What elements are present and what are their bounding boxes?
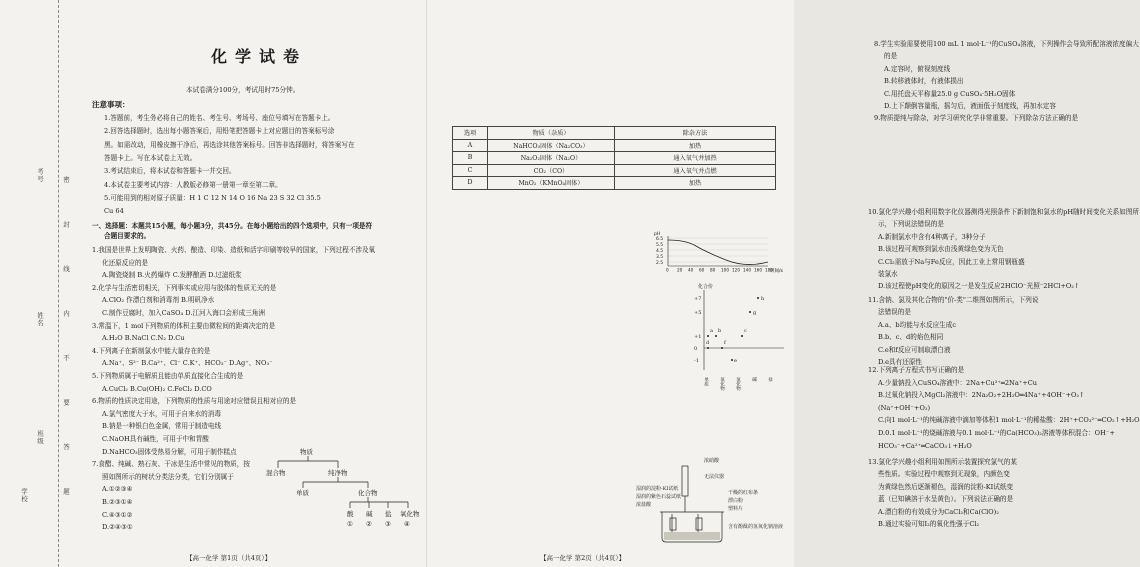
tree-element: 单质 <box>296 489 309 497</box>
q7-tree-diagram <box>248 448 428 543</box>
notes-heading: 注意事项： <box>92 100 130 109</box>
point <box>715 335 717 337</box>
point <box>707 335 709 337</box>
chart-ytick: 6.5 <box>656 237 664 242</box>
table-cell: D <box>453 177 488 190</box>
table-cell: A <box>453 139 488 152</box>
footer-page-2: 【高一化学 第2页（共4页）】 <box>540 554 626 562</box>
text-line: Cu 64 <box>104 207 124 216</box>
text-line: A.H₂O B.NaCl C.N₂ D.Cu <box>102 334 185 343</box>
text-line: 7.食醋、纯碱、熟石灰、干冰是生活中常见的物质，按 <box>92 460 250 469</box>
label-litmus-paper: 湿润的紫色石蕊试纸 <box>636 494 682 500</box>
text-line: A.少量钠投入CuSO₄溶液中：2Na+Cu²⁺═2Na⁺+Cu <box>878 378 1038 387</box>
text-line: B.b、c、d的焰色相同 <box>878 333 944 342</box>
point <box>707 347 709 349</box>
text-line: 4.下列离子在新制氯水中能大量存在的是 <box>92 346 211 355</box>
text-line: D.该过程使pH变化的原因之一是发生反应2HClO⁻光照⁻2HCl+O₂↑ <box>878 282 1080 291</box>
table-header-row <box>453 127 776 140</box>
point-label: b <box>718 328 722 334</box>
text-line: B.转移液体时，有液体损出 <box>884 77 964 86</box>
point-label: g <box>753 310 757 316</box>
chart-xtick: 40 <box>688 267 694 273</box>
point <box>757 297 759 299</box>
label-plastic: 塑料片 <box>728 506 744 512</box>
footer-page-1: 【高一化学 第1页（共4页）】 <box>186 554 272 562</box>
text-line: 1.答题前，考生务必将自己的姓名、考生号、考场号、座位号填写在答题卡上。 <box>104 114 335 122</box>
level: +5 <box>694 310 702 316</box>
chart-xtick: 60 <box>699 267 705 273</box>
table-cell: 通入氧气并点燃 <box>615 164 776 177</box>
table-cell: CO₂（CO） <box>488 164 615 177</box>
level: 0 <box>694 346 698 352</box>
text-line: 装氯水 <box>878 270 898 278</box>
section-1-heading-cont: 合题目要求的。 <box>104 232 151 240</box>
section-1-heading: 一、选择题：本题共15小题，每小题3分，共45分。在每小题给出的四个选项中，只有一项是符 <box>92 222 373 230</box>
tree-num-1: ① <box>347 520 353 528</box>
table-header-cell: 选项 <box>453 127 488 140</box>
tree-compound: 化合物 <box>358 489 378 497</box>
chart-xtick: 140 <box>743 267 751 273</box>
point-label: d <box>706 340 710 346</box>
table-cell: MnO₂（KMnO₄固体） <box>488 177 615 190</box>
tree-root: 物质 <box>300 448 313 456</box>
chart-y-label: 化合价 <box>698 284 714 290</box>
text-line: C.向1 mol·L⁻¹的纯碱溶液中滴加等体积1 mol·L⁻¹的稀盐酸：2H⁺+CO₃²⁻═CO₂↑+H₂O <box>878 416 1140 425</box>
text-line: 11.含钠、氯及其化合物的"价-类"二维图如图所示，下列说 <box>868 296 1039 304</box>
binding-line <box>58 0 59 567</box>
table-header-cell: 除杂方法 <box>615 127 776 140</box>
chart-y-unit: pH <box>654 232 661 237</box>
text-line: B.通过实验可知I₂的氧化性强于Cl₂ <box>878 520 980 528</box>
point-label: a <box>710 328 713 334</box>
text-line: D.上下颠倒容量瓶，摇匀后，液面低于刻度线，再加水定容 <box>884 102 1056 110</box>
text-line: 些性质。实验过程中观察到无现象，内颜色变 <box>878 470 1010 479</box>
text-line: HCO₃⁻+Ca²⁺═CaCO₃↓+H₂O <box>878 441 972 450</box>
text-line: 示，下列说法错误的是 <box>878 220 944 229</box>
text-line: D.NaHCO₃固体受热易分解，可用于制作糕点 <box>102 447 237 456</box>
label-instrument: 无法仪器 <box>704 474 725 480</box>
text-line: D.e具有还原性 <box>878 358 923 366</box>
text-line: 9.物质提纯与除杂，对学习研究化学非常重要。下列除杂方法正确的是 <box>874 114 1079 123</box>
label-ki-paper: 湿润的淀粉-KI试纸 <box>636 486 679 492</box>
point <box>749 311 751 313</box>
tree-oxide: 氧化物 <box>400 510 420 518</box>
text-line: (Na⁺+OH⁻+O₂) <box>878 403 931 412</box>
text-line: 5.可能用到的相对原子质量：H 1 C 12 N 14 O 16 Na 23 S 32 Cl 35.5 <box>104 193 321 202</box>
text-line: 的是 <box>884 52 898 61</box>
table-header-cell: 物质（杂质） <box>488 127 615 140</box>
text-line: 照如图所示的树状分类法分类，它们分别属于 <box>102 472 234 481</box>
tree-num-2: ② <box>366 520 372 528</box>
label-dry-cloth: 干燥的红布条 <box>728 490 759 496</box>
text-line: 3.常温下，1 mol下列物质的体积主要由微粒间的距离决定的是 <box>92 321 276 330</box>
text-line: A.Na⁺、S²⁻ B.Ca²⁺、Cl⁻ C.K⁺、HCO₃⁻ D.Ag⁺、NO₃⁻ <box>102 359 273 368</box>
text-line: C.用托盘天平称量25.0 g CuSO₄·5H₂O固体 <box>884 89 1016 98</box>
text-line: A.漂白粉的有效成分为CaCl₂和Ca(ClO)₂ <box>878 507 999 516</box>
text-line: 10.氯化学兴趣小组利用数字化仪器测得光照条件下新制饱和氯水的pH随时间变化关系如图所 <box>868 208 1140 216</box>
text-line: 化还原反应的是 <box>102 258 149 267</box>
chart-ytick: 3.5 <box>656 255 664 260</box>
chart-xtick: 180 <box>765 267 773 273</box>
level: +1 <box>694 334 702 340</box>
chart-ytick: 4.5 <box>656 249 664 254</box>
name-label: 姓名 <box>36 312 44 327</box>
text-line: B.钠是一种银白色金属，常用于制造电线 <box>102 422 222 431</box>
chart-ytick: 2.5 <box>656 261 664 266</box>
text-line: 蓝（已知碘溶于水呈黄色）。下列说法正确的是 <box>878 495 1014 504</box>
exam-number-label: 考号 <box>36 168 44 183</box>
tree-salt: 盐 <box>385 510 392 518</box>
table-cell: 通入氧气并加热 <box>615 152 776 165</box>
text-line: 6.物质的性质决定用途，下列物质的性质与用途对应错误且相对应的是 <box>92 397 297 406</box>
chart-x-cat: 盐 <box>767 377 773 382</box>
point <box>731 359 733 361</box>
text-line: C.④③①② <box>102 510 133 519</box>
text-line: D.0.1 mol·L⁻¹的烧碱溶液与0.1 mol·L⁻¹的Ca(HCO₃)₂溶液等体积混合：OH⁻+ <box>878 429 1115 437</box>
table-cell: Na₂O₂固体（Na₂O） <box>488 152 615 165</box>
q9-table <box>452 126 776 190</box>
text-line: C.Cl₂需放于Na与Fe反应，因此工业上常用钢瓶盛 <box>878 257 1025 266</box>
text-line: C.制作豆腐时，加入CaSO₄ D.江河入海口会形成三角洲 <box>102 309 265 317</box>
label-bleach: 漂白粉 <box>728 498 744 504</box>
chart-xtick: 100 <box>721 267 729 273</box>
label-hcl: 浓盐酸 <box>636 502 652 508</box>
text-line: 5.下列物质属于电解质且能由单质直接化合生成的是 <box>92 372 244 380</box>
text-line: 3.考试结束后，将本试卷和答题卡一并交回。 <box>104 167 236 176</box>
page-title: 化学试卷 <box>211 47 308 66</box>
q13-apparatus-diagram <box>636 452 792 548</box>
chart-ytick: 5.5 <box>656 243 664 248</box>
text-line: C.NaOH具有碱性，可用于中和胃酸 <box>102 435 209 443</box>
text-line: C.e和f反应可制取漂白液 <box>878 345 951 354</box>
chart-xtick: 80 <box>710 267 716 273</box>
tree-pure: 纯净物 <box>328 469 348 477</box>
point <box>741 335 743 337</box>
text-line: 2.化学与生活密切相关，下列事实或应用与胶体的性质无关的是 <box>92 283 277 292</box>
text-line: A.a、b均能与水反应生成c <box>878 320 957 329</box>
point-label: c <box>744 328 747 334</box>
text-line: D.②④③① <box>102 523 133 532</box>
label-conc-acid: 浓硝酸 <box>704 458 720 464</box>
chart-x-cat: 单质 <box>703 377 709 387</box>
page-1 <box>0 0 426 567</box>
text-line: 2.回答选择题时，选出每小题答案后，用铅笔把答题卡上对应题目的答案标号涂 <box>104 127 335 136</box>
text-line: A.CuCl₂ B.Cu(OH)₂ C.FeCl₂ D.CO <box>102 384 212 393</box>
table-cell: NaHCO₃固体（Na₂CO₃） <box>488 139 615 152</box>
text-line: A.ClO₂ 作漂白剂和消毒剂 B.明矾净水 <box>102 296 215 305</box>
text-line: A.新制氯水中含有4种离子，3种分子 <box>878 232 986 241</box>
table-cell: 加热 <box>615 177 776 190</box>
text-line: 8.学生实验需要使用100 mL 1 mol·L⁻¹的CuSO₄溶液，下列操作会导致所配溶液浓度偏大 <box>874 40 1139 48</box>
table-row <box>453 164 776 177</box>
point-label: e <box>734 358 737 364</box>
table-cell: C <box>453 164 488 177</box>
exam-info: 本试卷满分100分，考试用时75分钟。 <box>186 86 300 94</box>
q10-ph-chart <box>656 232 786 272</box>
text-line: 12.下列离子方程式书写正确的是 <box>868 366 965 374</box>
table-row <box>453 177 776 190</box>
point-label: h <box>761 296 765 302</box>
tree-base: 碱 <box>366 510 373 518</box>
chart-x-unit: 时间/s <box>770 269 783 274</box>
tree-mixture: 混合物 <box>266 469 286 477</box>
point-label: f <box>724 340 726 346</box>
text-line: A.氯气密度大于水，可用于自来水的消毒 <box>102 409 221 418</box>
table-row <box>453 139 776 152</box>
text-line: B.②③①④ <box>102 498 133 506</box>
text-line: B.该过程可观察到氯水由浅黄绿色变为无色 <box>878 245 1004 254</box>
label-naoh-solution: 含有酚酞的氢氧化钠溶液 <box>728 524 784 530</box>
chart-xtick: 160 <box>754 267 762 273</box>
text-line: 答题卡上。写在本试卷上无效。 <box>104 153 197 162</box>
tree-num-4: ④ <box>404 520 410 528</box>
tree-acid: 酸 <box>347 510 354 518</box>
table-cell: 加热 <box>615 139 776 152</box>
text-line: 法错误的是 <box>878 308 911 317</box>
class-label: 班级 <box>36 430 44 445</box>
chart-xtick: 0 <box>666 267 669 273</box>
table-row <box>453 152 776 165</box>
chart-line <box>668 240 768 265</box>
level: +7 <box>694 296 702 302</box>
chart-x-cat: 氢化物 <box>735 377 741 391</box>
text-line: 1.我国是世界上发明陶瓷、火药、酿造、印染、造纸和活字印刷等较早的国家，下列过程不涉及氧 <box>92 246 376 254</box>
chart-xtick: 20 <box>677 267 683 273</box>
text-line: A.定容时，俯视刻度线 <box>884 64 951 73</box>
tree-num-3: ③ <box>385 520 391 528</box>
chart-x-cat: 氧化物 <box>719 377 725 391</box>
table-cell: B <box>453 152 488 165</box>
school-label: 学校 <box>20 488 28 503</box>
point <box>721 347 723 349</box>
text-line: 为黄绿色然后逐渐褪色，湿润的淀粉-KI试纸变 <box>878 482 1014 491</box>
level: -1 <box>694 358 699 364</box>
text-line: 黑。如需改动，用橡皮擦干净后，再选涂其他答案标号。回答非选择题时，将答案写在 <box>104 140 355 149</box>
text-line: 4.本试卷主要考试内容：人教版必修第一册第一章至第二章。 <box>104 180 282 189</box>
q11-valence-chart <box>666 282 791 390</box>
text-line: 13.氯化学兴趣小组利用如图所示装置探究氯气的某 <box>868 458 1017 466</box>
text-line: B.过氧化钠投入MgCl₂溶液中：2Na₂O₂+2H₂O═4Na⁺+4OH⁻+O₂↑ <box>878 391 1085 400</box>
seal-line-text: 密 封 线 内 不 要 答 题 <box>62 176 70 513</box>
chart-x-cat: 碱 <box>751 377 757 382</box>
chart-xtick: 120 <box>732 267 740 273</box>
text-line: A.陶瓷烧制 B.火药爆炸 C.发酵酿酒 D.过滤纸浆 <box>102 271 242 280</box>
text-line: A.①②③④ <box>102 485 133 494</box>
